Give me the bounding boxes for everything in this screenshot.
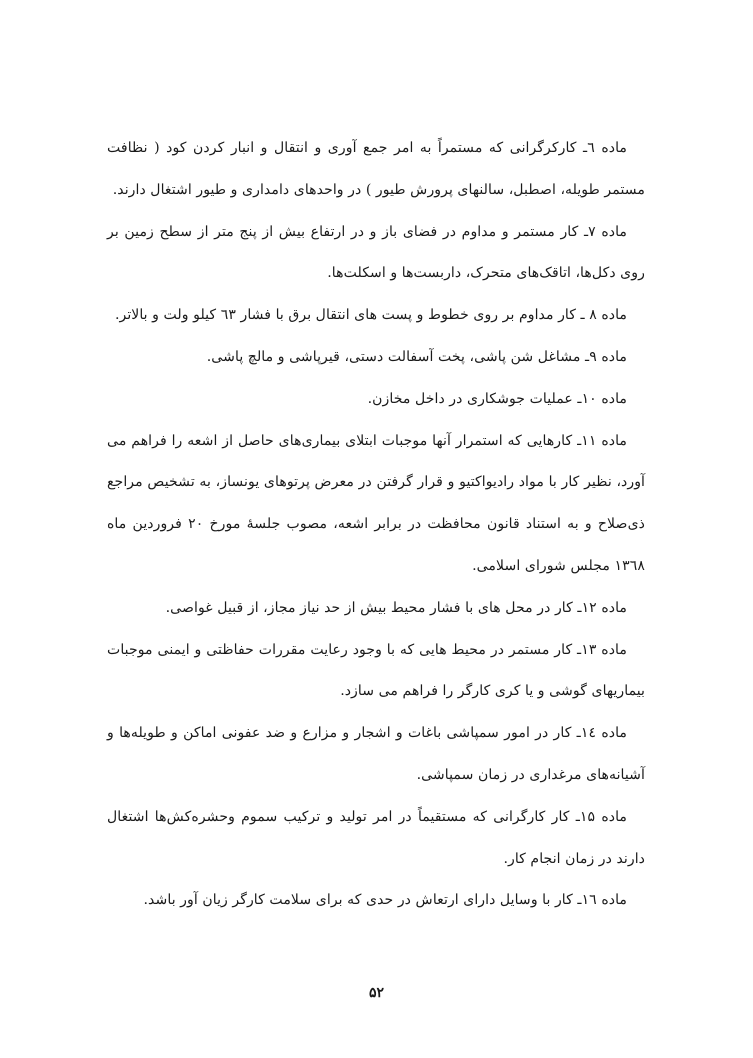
article-8: ماده ۸ ـ کار مداوم بر روی خطوط و پست های انتقال برق با فشار ٦۳ کیلو ولت و بالاتر. xyxy=(114,307,627,324)
article-9: ماده ۹ـ مشاغل شن پاشی، پخت آسفالت دستی، قیرپاشی و مالچ پاشی. xyxy=(206,348,627,365)
article-14: ماده ۱٤ـ کار در امور سمپاشی باغات و اشجار و مزارع و ضد عفونی اماکن و طویله‌ها و آشیانه‌های مرغداری در زمان سمپاشی. xyxy=(107,725,645,783)
article-13: ماده ۱۳ـ کار مستمر در محیط هایی که با وجود رعایت مقررات حفاظتی و ایمنی موجبات بیماریهای گوشی و یا کری کارگر را فراهم می سازد. xyxy=(107,641,645,700)
article-6: ماده ٦ـ کارکرگرانی که مستمراً به امر جمع آوری و انتقال و انبار کردن کود ( نظافت مستمر طویله، اصطبل، سالنهای پرورش طیور ) در واحدهای دامداری و طیور اشتغال دارند. xyxy=(107,140,645,198)
article-10: ماده ۱۰ـ عملیات جوشکاری در داخل مخازن. xyxy=(367,390,627,407)
page-number: ۵۲ xyxy=(368,985,385,1001)
article-16: ماده ۱٦ـ کار با وسایل دارای ارتعاش در حدی که برای سلامت کارگر زیان آور باشد. xyxy=(143,892,627,909)
article-15: ماده ۱۵ـ کار کارگرانی که مستقیماً در امر تولید و ترکیب سموم وحشره‌کش‌ها اشتغال دارند در زمان انجام کار. xyxy=(107,808,645,867)
document-body xyxy=(107,128,645,922)
article-7: ماده ۷ـ کار مستمر و مداوم در فضای باز و در ارتفاع بیش از پنج متر از سطح زمین بر روی دکل‌ها، اتاقک‌های متحرک، داربست‌ها و اسکلت‌ها. xyxy=(107,223,645,282)
article-11: ماده ۱۱ـ کارهایی که استمرار آنها موجبات ابتلای بیماری‌های حاصل از اشعه را فراهم می آورد، نظیر کار با مواد رادیواکتیو و قرار گرفتن در معرض پرتوهای یونساز، به تشخیص مراجع ذی‌صلاح و به استناد قانون محافظت در برابر اشعه، مصوب جلسهٔ مورخ ۲۰ فروردین ماه ۱۳٦۸ مجلس شورای اسلامی. xyxy=(107,432,645,574)
article-12: ماده ۱۲ـ کار در محل های با فشار محیط بیش از حد نیاز مجاز، از قبیل غواصی. xyxy=(165,599,627,616)
